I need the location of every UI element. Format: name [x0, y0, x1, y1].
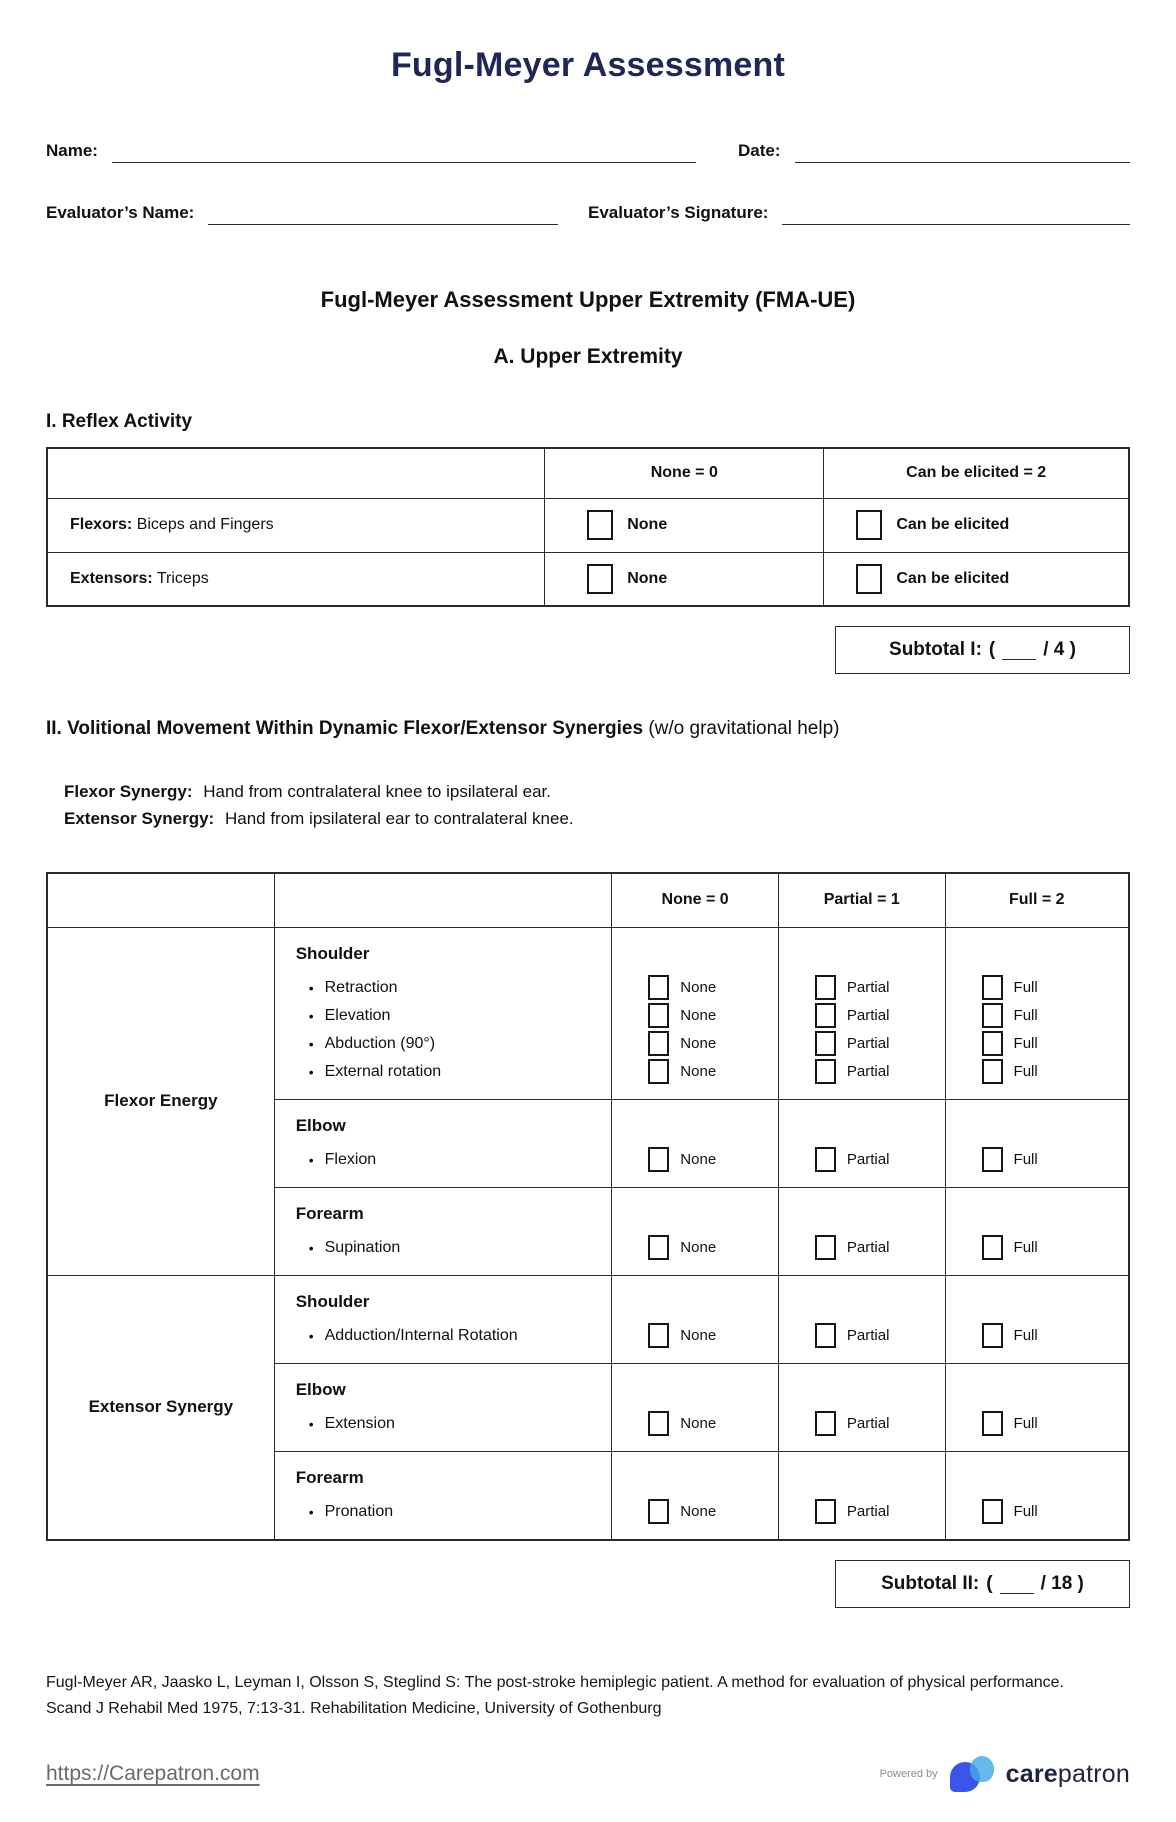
extensor-forearm-none-cell: None: [612, 1451, 779, 1540]
checkbox-flexion-none[interactable]: [648, 1147, 669, 1172]
checkbox-pronation-full[interactable]: [982, 1499, 1003, 1524]
checkbox-extension-full[interactable]: [982, 1411, 1003, 1436]
date-input-line[interactable]: [795, 141, 1130, 163]
flexor-elbow-none-cell: None: [612, 1099, 779, 1187]
table-row-flexors: [47, 498, 1129, 552]
flexors-none-label: None: [627, 516, 668, 533]
checkbox-retraction-partial[interactable]: [815, 975, 836, 1000]
checkbox-extension-none[interactable]: [648, 1411, 669, 1436]
checkbox-flexion-partial[interactable]: [815, 1147, 836, 1172]
checkbox-adduction-full[interactable]: [982, 1323, 1003, 1348]
subtotal-2-max: / 18 ): [1040, 1572, 1084, 1594]
extensors-elicited-label: Can be elicited: [896, 569, 1010, 587]
extensors-elicited-cell: [824, 552, 1129, 606]
checkbox-external-rotation-none[interactable]: [648, 1059, 669, 1084]
part-label-elbow: Elbow: [295, 1379, 346, 1399]
subtotal-2-blank[interactable]: [1000, 1574, 1034, 1594]
checkbox-external-rotation-partial[interactable]: [815, 1059, 836, 1084]
extensor-forearm-cell: [274, 1451, 612, 1540]
flexor-elbow-partial-cell: Partial: [778, 1099, 945, 1187]
carepatron-logo-icon: [950, 1756, 996, 1792]
extensors-detail: Triceps: [152, 569, 209, 587]
citation-line-2: Scand J Rehabil Med 1975, 7:13-31. Rehabilitation Medicine, University of Gothenburg: [46, 1699, 662, 1717]
checkbox-supination-full[interactable]: [982, 1235, 1003, 1260]
empty-header-cell: [47, 873, 274, 927]
extensors-none-label: None: [627, 569, 668, 587]
group-extensor-synergy: Extensor Synergy: [47, 1275, 274, 1540]
extensor-shoulder-none-cell: None: [612, 1275, 779, 1363]
assessment-heading: Fugl-Meyer Assessment Upper Extremity (FMA-UE): [320, 287, 856, 312]
section1-title: I. Reflex Activity: [46, 411, 193, 432]
extensor-elbow-full-cell: Full: [945, 1363, 1129, 1451]
flexor-forearm-cell: [274, 1187, 612, 1275]
checkbox-external-rotation-full[interactable]: [982, 1059, 1003, 1084]
flexor-forearm-partial-cell: Partial: [778, 1187, 945, 1275]
part-label-forearm: Forearm: [295, 1467, 364, 1487]
flexor-synergy-text: Hand from contralateral knee to ipsilateral ear.: [203, 782, 551, 801]
flexor-elbow-cell: [274, 1099, 612, 1187]
checkbox-flexors-elicited[interactable]: [856, 510, 882, 540]
full-score-header: Full = 2: [945, 873, 1129, 927]
checkbox-extension-partial[interactable]: [815, 1411, 836, 1436]
date-label: Date:: [738, 141, 781, 160]
movement-supination: • Supination: [296, 1234, 602, 1262]
subtotal-1-max: / 4 ): [1043, 639, 1076, 660]
extensor-shoulder-cell: [274, 1275, 612, 1363]
subtotal-2-box: [835, 1560, 1130, 1608]
volitional-movement-table: [46, 872, 1130, 1541]
flexor-synergy-description: [64, 778, 1130, 805]
synergy-descriptions: [64, 778, 1130, 832]
checkbox-flexion-full[interactable]: [982, 1147, 1003, 1172]
evaluator-name-input-line[interactable]: [208, 203, 558, 225]
extensor-elbow-partial-cell: Partial: [778, 1363, 945, 1451]
checkbox-extensors-none[interactable]: [587, 564, 613, 594]
flexor-shoulder-cell: [274, 927, 612, 1099]
checkbox-adduction-none[interactable]: [648, 1323, 669, 1348]
brand-bold-part: care: [1005, 1759, 1058, 1788]
table-row-flexor-shoulder: [47, 927, 1129, 1099]
extensor-forearm-partial-cell: Partial: [778, 1451, 945, 1540]
table-header-row: [47, 873, 1129, 927]
subtotal-1-label: Subtotal I:: [889, 639, 982, 660]
extensor-shoulder-full-cell: Full: [945, 1275, 1129, 1363]
checkbox-supination-none[interactable]: [648, 1235, 669, 1260]
extensor-synergy-description: [64, 805, 1130, 832]
checkbox-elevation-full[interactable]: [982, 1003, 1003, 1028]
part-label-shoulder: Shoulder: [295, 943, 370, 963]
checkbox-extensors-elicited[interactable]: [856, 564, 882, 594]
extensor-elbow-cell: [274, 1363, 612, 1451]
carepatron-link[interactable]: https://Carepatron.com: [46, 1762, 260, 1786]
movement-external-rotation: • External rotation: [296, 1058, 602, 1086]
name-label: Name:: [46, 141, 98, 160]
movement-extension: • Extension: [296, 1410, 602, 1438]
reflex-activity-table: [46, 447, 1130, 607]
flexors-detail: Biceps and Fingers: [132, 516, 274, 533]
section2-title-bold: II. Volitional Movement Within Dynamic Flexor/Extensor Synergies: [46, 718, 644, 739]
page-footer: [46, 1756, 1130, 1792]
extensor-shoulder-partial-cell: Partial: [778, 1275, 945, 1363]
flexor-shoulder-full-cell: Full Full Full Full: [945, 927, 1129, 1099]
checkbox-retraction-none[interactable]: [648, 975, 669, 1000]
checkbox-elevation-partial[interactable]: [815, 1003, 836, 1028]
evaluator-signature-label: Evaluator’s Signature:: [588, 203, 769, 222]
extensor-synergy-label: Extensor Synergy:: [64, 809, 215, 828]
part-label-shoulder: Shoulder: [295, 1291, 370, 1311]
flexor-shoulder-partial-cell: Partial Partial Partial Partial: [778, 927, 945, 1099]
upper-extremity-heading: A. Upper Extremity: [493, 345, 683, 368]
flexors-elicited-cell: [824, 498, 1129, 552]
evaluator-name-label: Evaluator’s Name:: [46, 203, 195, 222]
name-input-line[interactable]: [112, 141, 696, 163]
movement-abduction: • Abduction (90°): [296, 1030, 602, 1058]
flexor-forearm-none-cell: None: [612, 1187, 779, 1275]
checkbox-elevation-none[interactable]: [648, 1003, 669, 1028]
flexor-synergy-label: Flexor Synergy:: [64, 782, 193, 801]
none-score-header: None = 0: [545, 448, 824, 498]
evaluator-signature-input-line[interactable]: [782, 203, 1130, 225]
subtotal-2-open-paren: (: [986, 1572, 993, 1594]
flexor-shoulder-none-cell: None None None None: [612, 927, 779, 1099]
partial-score-header: Partial = 1: [778, 873, 945, 927]
section2-title: [46, 718, 1130, 740]
checkbox-adduction-partial[interactable]: [815, 1323, 836, 1348]
checkbox-flexors-none[interactable]: [587, 510, 613, 540]
subtotal-1-open-paren: (: [988, 639, 996, 660]
table-header-row: [47, 448, 1129, 498]
flexors-label-cell: [47, 498, 545, 552]
extensor-elbow-none-cell: None: [612, 1363, 779, 1451]
subtotal-1-box: [835, 626, 1130, 674]
elicited-score-header: Can be elicited = 2: [824, 448, 1129, 498]
powered-by-label: Powered by: [879, 1768, 938, 1781]
citation-line-1: Fugl-Meyer AR, Jaasko L, Leyman I, Olsson S, Steglind S: The post-stroke hemiplegic patient. A method for evaluation of physical performance.: [46, 1673, 1064, 1691]
subtotal-2-label: Subtotal II:: [881, 1572, 980, 1594]
table-row-extensor-shoulder: [47, 1275, 1129, 1363]
table-row-extensors: [47, 552, 1129, 606]
flexor-forearm-full-cell: Full: [945, 1187, 1129, 1275]
movement-flexion: • Flexion: [296, 1146, 602, 1174]
checkbox-supination-partial[interactable]: [815, 1235, 836, 1260]
checkbox-abduction-full[interactable]: [982, 1031, 1003, 1056]
extensors-label: Extensors:: [70, 569, 153, 587]
movement-pronation: • Pronation: [296, 1498, 602, 1526]
section2-title-normal: (w/o gravitational help): [648, 718, 840, 739]
part-label-forearm: Forearm: [295, 1203, 364, 1223]
checkbox-pronation-none[interactable]: [648, 1499, 669, 1524]
checkbox-abduction-partial[interactable]: [815, 1031, 836, 1056]
flexors-elicited-label: Can be elicited: [896, 516, 1010, 533]
name-date-row: [46, 141, 1130, 163]
subtotal-1-blank[interactable]: [1002, 640, 1036, 660]
flexor-elbow-full-cell: Full: [945, 1099, 1129, 1187]
flexors-none-cell: [545, 498, 824, 552]
extensor-forearm-full-cell: Full: [945, 1451, 1129, 1540]
checkbox-pronation-partial[interactable]: [815, 1499, 836, 1524]
extensors-label-cell: [47, 552, 545, 606]
citation: [46, 1670, 1130, 1723]
page-title: Fugl-Meyer Assessment: [390, 46, 786, 84]
brand-regular-part: patron: [1057, 1759, 1130, 1788]
movement-elevation: • Elevation: [296, 1002, 602, 1030]
none-score-header: None = 0: [612, 873, 779, 927]
flexors-label: Flexors:: [70, 516, 133, 533]
empty-header-cell: [47, 448, 545, 498]
part-label-elbow: Elbow: [295, 1115, 346, 1135]
group-flexor-energy: Flexor Energy: [47, 927, 274, 1275]
checkbox-abduction-none[interactable]: [648, 1031, 669, 1056]
evaluator-row: [46, 203, 1130, 225]
carepatron-brand: [1006, 1760, 1130, 1789]
checkbox-retraction-full[interactable]: [982, 975, 1003, 1000]
extensor-synergy-text: Hand from ipsilateral ear to contralateral knee.: [224, 809, 574, 828]
movement-retraction: • Retraction: [296, 974, 602, 1002]
powered-by-block: [880, 1756, 1130, 1792]
empty-header-cell: [274, 873, 612, 927]
movement-adduction-internal-rotation: • Adduction/Internal Rotation: [296, 1322, 602, 1350]
extensors-none-cell: [545, 552, 824, 606]
